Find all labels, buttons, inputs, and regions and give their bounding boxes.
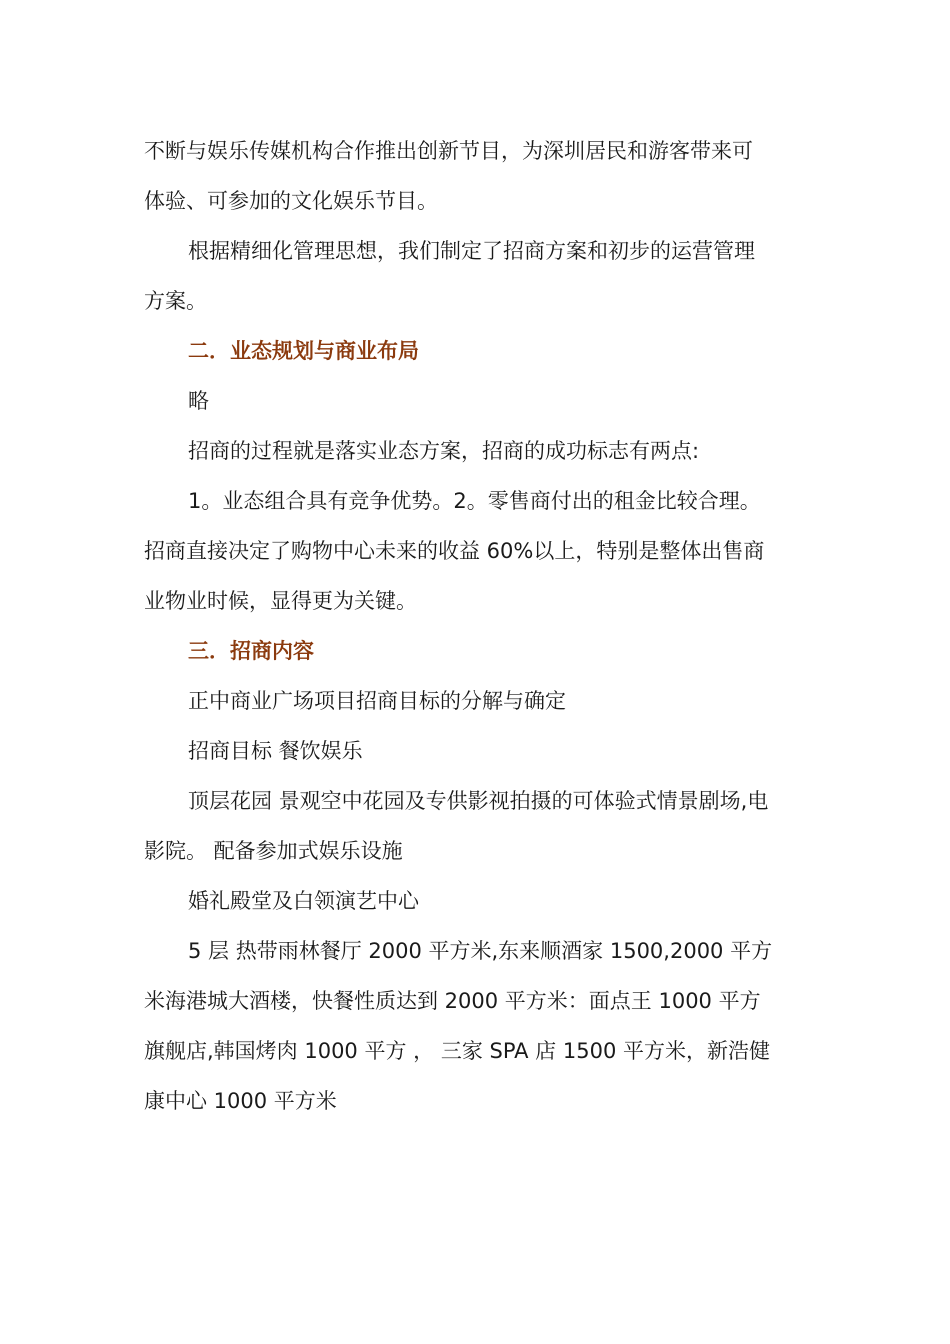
paragraph-line: 米海港城大酒楼，快餐性质达到 2000 平方米：面点王 1000 平方 xyxy=(144,989,761,1013)
paragraph-line: 影院。 配备参加式娱乐设施 xyxy=(144,839,403,863)
paragraph-line: 招商目标 餐饮娱乐 xyxy=(188,739,363,763)
section-heading: 二．业态规划与商业布局 xyxy=(188,339,419,363)
paragraph-line: 正中商业广场项目招商目标的分解与确定 xyxy=(188,689,566,713)
paragraph-line: 根据精细化管理思想，我们制定了招商方案和初步的运营管理 xyxy=(188,239,755,263)
section-heading: 三．招商内容 xyxy=(188,639,314,663)
paragraph-line: 1。业态组合具有竞争优势。2。零售商付出的租金比较合理。 xyxy=(188,489,761,513)
paragraph-line: 婚礼殿堂及白领演艺中心 xyxy=(188,889,419,913)
document-body xyxy=(144,126,810,1126)
paragraph-line: 不断与娱乐传媒机构合作推出创新节目，为深圳居民和游客带来可 xyxy=(144,139,753,163)
paragraph-line: 招商的过程就是落实业态方案，招商的成功标志有两点: xyxy=(188,439,700,463)
paragraph-line: 招商直接决定了购物中心未来的收益 60%以上，特别是整体出售商 xyxy=(144,539,765,563)
paragraph-line: 顶层花园 景观空中花园及专供影视拍摄的可体验式情景剧场,电 xyxy=(188,789,769,813)
paragraph-line: 体验、可参加的文化娱乐节目。 xyxy=(144,189,438,213)
paragraph-line: 方案。 xyxy=(144,289,207,313)
paragraph-line: 业物业时候，显得更为关键。 xyxy=(144,589,417,613)
paragraph-line: 旗舰店,韩国烤肉 1000 平方 ， 三家 SPA 店 1500 平方米，新浩健 xyxy=(144,1039,770,1063)
paragraph-line: 略 xyxy=(188,389,209,413)
paragraph-line: 康中心 1000 平方米 xyxy=(144,1089,337,1113)
paragraph-line: 5 层 热带雨林餐厅 2000 平方米,东来顺酒家 1500,2000 平方 xyxy=(188,939,773,963)
